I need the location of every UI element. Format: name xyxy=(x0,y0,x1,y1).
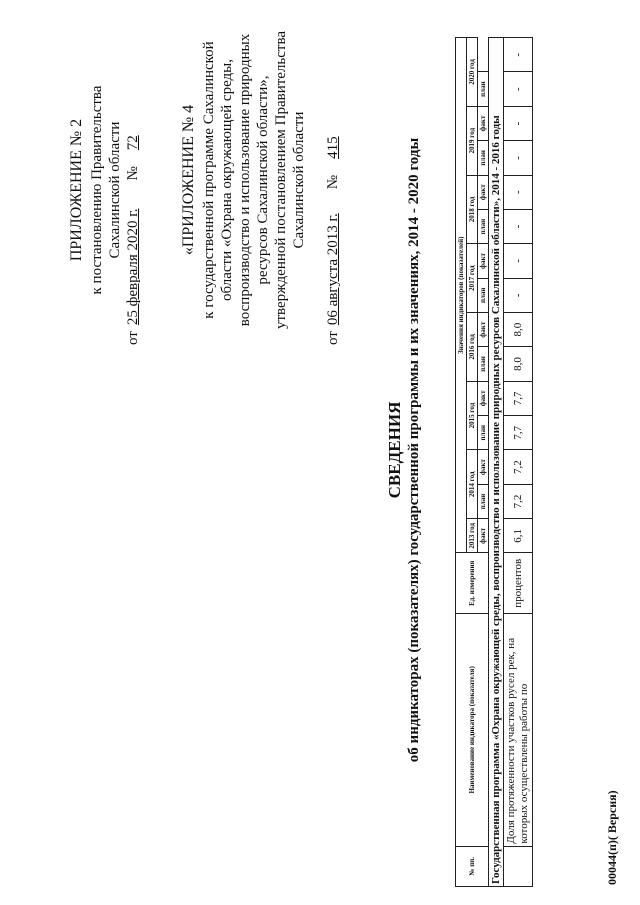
value-2018-plan: - xyxy=(504,209,533,243)
year-header: 2015 год xyxy=(467,381,478,450)
col-header-num: № пп. xyxy=(456,846,489,886)
year-header: 2016 год xyxy=(467,312,478,381)
value-2020-plan: - xyxy=(504,72,533,106)
appendix-4-title: «ПРИЛОЖЕНИЕ № 4 xyxy=(180,104,197,256)
plan-header: план xyxy=(478,72,489,106)
plan-header: план xyxy=(478,416,489,450)
appendix-4-date-row xyxy=(324,15,342,345)
value-2016-fact: 8,0 xyxy=(504,312,533,346)
value-2015-plan: 7,7 xyxy=(504,416,533,450)
indicator-name: Доля протяженности участков русел рек, на которых осуществлены работы по xyxy=(504,614,533,846)
fact-header: факт xyxy=(478,450,489,484)
indicators-table xyxy=(455,37,533,887)
appendix-2-number: 72 xyxy=(125,135,141,151)
appendix-2-block xyxy=(68,35,142,345)
year-header: 2014 год xyxy=(467,450,478,519)
document-code: 00044(п)( Версия) xyxy=(605,790,619,885)
heading-subtitle: об индикаторах (показателях) государственной программы и их значениях, 2014 - 2020 годы xyxy=(406,137,422,763)
plan-header: план xyxy=(478,484,489,518)
col-header-unit: Ед. измерения xyxy=(456,553,489,614)
appendix-4-line: к государственной программе Сахалинской xyxy=(201,41,217,319)
value-2020-fact: - xyxy=(504,38,533,72)
value-2019-plan: - xyxy=(504,141,533,175)
appendix-2-title: ПРИЛОЖЕНИЕ № 2 xyxy=(68,118,85,262)
fact-header: факт xyxy=(478,519,489,553)
value-2014-plan: 7,2 xyxy=(504,484,533,518)
heading-title: СВЕДЕНИЯ xyxy=(385,401,404,499)
value-2017-fact: - xyxy=(504,244,533,278)
year-header: 2020 год xyxy=(467,38,478,107)
appendix-4-num-label: № xyxy=(325,174,341,190)
plan-header: план xyxy=(478,278,489,312)
appendix-2-date-row xyxy=(124,35,142,345)
table-row xyxy=(504,38,533,887)
appendix-4-block xyxy=(180,15,342,345)
row-number-cell xyxy=(504,846,533,886)
plan-header: план xyxy=(478,347,489,381)
col-header-name: Наименование индикатора (показателя) xyxy=(456,614,489,846)
fact-header: факт xyxy=(478,244,489,278)
value-2015-fact: 7,7 xyxy=(504,381,533,415)
value-2013-fact: 6,1 xyxy=(504,519,533,553)
col-header-values: Значения индикаторов (показателей) xyxy=(456,38,467,553)
appendix-4-line: области «Охрана окружающей среды, xyxy=(219,59,235,301)
section-title: Государственная программа «Охрана окружающей среды, воспроизводство и использование природных ресурсов Сахалинской области», 2014 - 2016 годы xyxy=(489,38,504,887)
value-2018-fact: - xyxy=(504,175,533,209)
fact-header: факт xyxy=(478,312,489,346)
appendix-2-date: 25 февраля 2020 г. xyxy=(125,208,141,326)
appendix-4-line: утвержденной постановлением Правительства xyxy=(273,30,289,330)
fact-header: факт xyxy=(478,381,489,415)
year-header: 2017 год xyxy=(467,244,478,313)
appendix-2-from-label: от xyxy=(125,331,141,345)
document-heading xyxy=(385,105,423,795)
value-2017-plan: - xyxy=(504,278,533,312)
year-header: 2018 год xyxy=(467,175,478,244)
value-2016-plan: 8,0 xyxy=(504,347,533,381)
appendix-4-number: 415 xyxy=(325,136,341,159)
plan-header: план xyxy=(478,141,489,175)
value-2019-fact: - xyxy=(504,106,533,140)
indicator-unit: процентов xyxy=(504,553,533,614)
appendix-4-date: 06 августа 2013 г. xyxy=(325,213,341,326)
year-header: 2013 год xyxy=(467,519,478,553)
appendix-4-line: Сахалинской области xyxy=(291,111,307,249)
section-row xyxy=(489,38,504,887)
fact-header: факт xyxy=(478,175,489,209)
fact-header: факт xyxy=(478,106,489,140)
year-header: 2019 год xyxy=(467,106,478,175)
appendix-4-line: воспроизводство и использование природных xyxy=(237,33,253,327)
value-2014-fact: 7,2 xyxy=(504,450,533,484)
appendix-2-line2: Сахалинской области xyxy=(107,121,123,259)
appendix-2-line1: к постановлению Правительства xyxy=(89,85,105,295)
plan-header: план xyxy=(478,209,489,243)
appendix-4-from-label: от xyxy=(325,331,341,345)
appendix-2-num-label: № xyxy=(125,166,141,181)
appendix-4-line: ресурсов Сахалинской области», xyxy=(255,75,271,285)
